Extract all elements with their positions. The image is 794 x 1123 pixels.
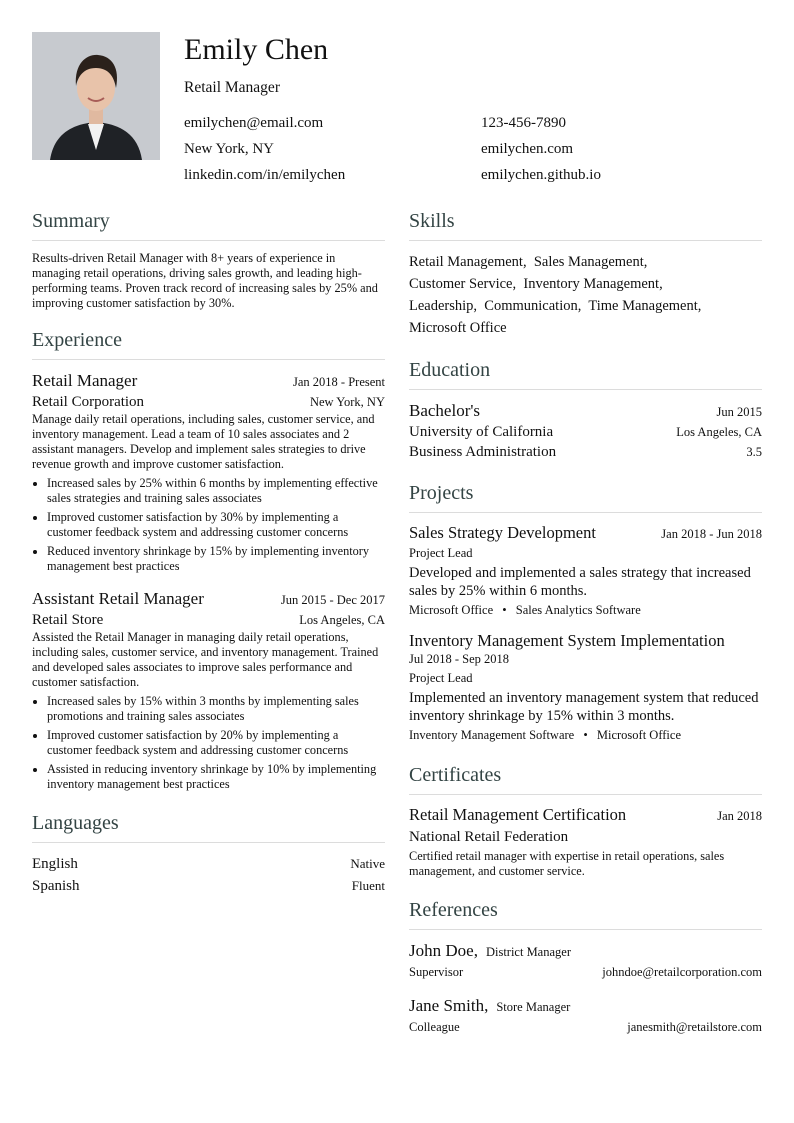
project-title: Sales Strategy Development: [409, 523, 596, 542]
separator-dot: •: [583, 728, 588, 742]
skill-item: Sales Management,: [533, 254, 648, 270]
job-title: Retail Manager: [32, 371, 138, 390]
candidate-title: Retail Manager: [184, 79, 280, 96]
field-of-study: Business Administration: [409, 444, 557, 460]
reference-email[interactable]: johndoe@retailcorporation.com: [602, 965, 762, 979]
job-date: Jan 2018 - Present: [293, 375, 385, 389]
reference-position: District Manager: [485, 945, 571, 959]
contact-phone[interactable]: 123-456-7890: [481, 115, 566, 131]
languages-heading: Languages: [32, 810, 385, 843]
achievement-item: • Increased sales by 15% within 3 months by implementing sales promotions and training sales associates: [47, 694, 385, 724]
reference-name: John Doe,: [409, 941, 478, 960]
skills-section: [409, 208, 762, 339]
language-row: [32, 853, 385, 875]
job-entry: [32, 588, 385, 792]
job-description: Assisted the Retail Manager in managing daily retail operations, including sales, customer service, and inventory management. Trained and developed sales associates to improve sales performance and customer satisfaction.: [32, 630, 379, 689]
language-row: [32, 875, 385, 897]
achievement-item: • Reduced inventory shrinkage by 15% by implementing inventory management best practices: [47, 544, 385, 574]
gpa: 3.5: [746, 445, 762, 459]
language-name: English: [32, 856, 78, 872]
school: University of California: [409, 424, 554, 440]
experience-heading: Experience: [32, 327, 385, 360]
skills-list: [409, 251, 762, 339]
reference-relation: Supervisor: [409, 965, 464, 979]
achievement-item: • Improved customer satisfaction by 20% by implementing a customer feedback system and addressing customer concerns: [47, 728, 385, 758]
reference-relation: Colleague: [409, 1020, 460, 1034]
references-heading: References: [409, 897, 762, 930]
certificate-description: Certified retail manager with expertise in retail operations, sales management, and customer service.: [409, 849, 725, 878]
degree: Bachelor's: [409, 401, 481, 420]
contact-email[interactable]: emilychen@email.com: [184, 115, 324, 131]
project-entry: [409, 631, 762, 744]
certificate-title: Retail Management Certification: [409, 805, 627, 824]
job-location: Los Angeles, CA: [299, 613, 385, 627]
project-description: Implemented an inventory management system that reduced inventory shrinkage by 15% within 3 months.: [409, 690, 759, 724]
job-company: Retail Corporation: [32, 394, 145, 410]
job-company: Retail Store: [32, 612, 104, 628]
contact-location: New York, NY: [184, 141, 275, 157]
skill-item: Retail Management,: [409, 254, 527, 270]
skill-item: Customer Service,: [409, 276, 517, 292]
project-tools: [409, 727, 762, 744]
skill-item: Microsoft Office: [409, 320, 507, 336]
job-description: Manage daily retail operations, including sales, customer service, and inventory management. Lead a team of 10 sales associates and 2 assistant managers. Develop and implement sales strategies to drive revenue growth and improve customer satisfaction.: [32, 412, 375, 471]
summary-text: Results-driven Retail Manager with 8+ years of experience in managing retail operations, driving sales growth, and leading high-performing teams. Proven track record of increasing sales by 25% and improving customer satisfaction by 30%.: [32, 251, 378, 310]
contact-github[interactable]: emilychen.github.io: [481, 167, 601, 183]
contact-website[interactable]: emilychen.com: [481, 141, 574, 157]
languages-section: [32, 810, 385, 897]
references-section: [409, 897, 762, 1036]
project-role: Project Lead: [409, 671, 473, 685]
reference-entry: [409, 940, 762, 981]
tool-item: Sales Analytics Software: [515, 603, 641, 617]
language-name: Spanish: [32, 878, 80, 894]
achievement-item: • Improved customer satisfaction by 30% by implementing a customer feedback system and addressing customer concerns: [47, 510, 385, 540]
profile-photo: [32, 32, 160, 160]
skill-item: Communication,: [484, 298, 582, 314]
language-level: Native: [350, 856, 385, 871]
tool-item: Microsoft Office: [409, 603, 494, 617]
job-achievements: [32, 476, 385, 574]
certificate-date: Jan 2018: [717, 809, 762, 823]
projects-section: [409, 480, 762, 744]
certificates-heading: Certificates: [409, 762, 762, 795]
project-tools: [409, 602, 762, 619]
reference-entry: [409, 995, 762, 1036]
job-achievements: [32, 694, 385, 792]
profile-photo-image: [32, 32, 160, 160]
skill-item: Inventory Management,: [523, 276, 663, 292]
right-column: [409, 208, 762, 1036]
certificates-section: [409, 762, 762, 879]
job-title: Assistant Retail Manager: [32, 589, 204, 608]
left-column: [32, 208, 385, 897]
education-date: Jun 2015: [716, 405, 762, 419]
summary-heading: Summary: [32, 208, 385, 241]
job-entry: [32, 370, 385, 574]
education-heading: Education: [409, 357, 762, 390]
skill-item: Time Management,: [588, 298, 702, 314]
project-description: Developed and implemented a sales strategy that increased sales by 25% within 6 months.: [409, 565, 751, 599]
language-level: Fluent: [351, 878, 385, 893]
certificate-issuer: National Retail Federation: [409, 829, 569, 845]
summary-section: [32, 208, 385, 311]
reference-position: Store Manager: [496, 1000, 571, 1014]
achievement-item: • Increased sales by 25% within 6 months by implementing effective sales strategies and training sales associates: [47, 476, 385, 506]
reference-email[interactable]: janesmith@retailstore.com: [627, 1020, 762, 1034]
job-date: Jun 2015 - Dec 2017: [280, 593, 385, 607]
experience-section: [32, 327, 385, 792]
skill-item: Leadership,: [409, 298, 478, 314]
job-location: New York, NY: [309, 395, 385, 409]
project-role: Project Lead: [409, 546, 473, 560]
project-entry: [409, 523, 762, 619]
tool-item: Inventory Management Software: [409, 728, 575, 742]
projects-heading: Projects: [409, 480, 762, 513]
project-date: Jul 2018 - Sep 2018: [409, 652, 509, 666]
reference-name: Jane Smith,: [409, 996, 489, 1015]
contact-linkedin[interactable]: linkedin.com/in/emilychen: [184, 167, 346, 183]
school-location: Los Angeles, CA: [676, 425, 762, 439]
project-title: Inventory Management System Implementation: [409, 631, 725, 650]
tool-item: Microsoft Office: [596, 728, 681, 742]
separator-dot: •: [502, 603, 507, 617]
education-section: [409, 357, 762, 462]
project-date: Jan 2018 - Jun 2018: [661, 527, 762, 541]
candidate-name: Emily Chen: [184, 33, 329, 66]
skills-heading: Skills: [409, 208, 762, 241]
achievement-item: • Assisted in reducing inventory shrinkage by 10% by implementing inventory management best practices: [47, 762, 385, 792]
